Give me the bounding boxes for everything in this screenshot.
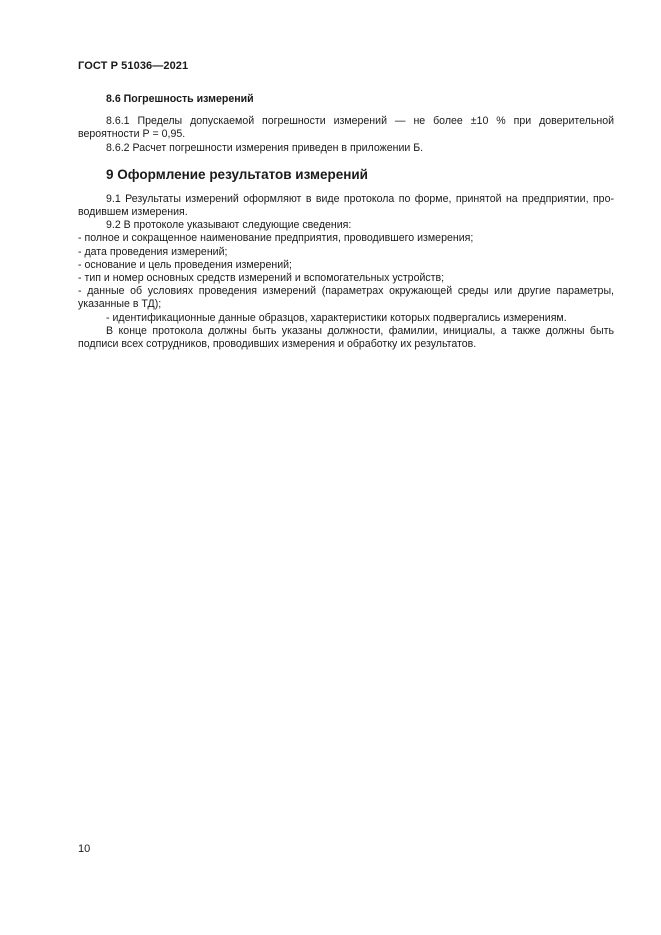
page-number: 10 — [78, 843, 91, 855]
list-item: - основание и цель проведения измерений; — [78, 258, 292, 271]
list-item: - идентификационные данные образцов, характеристики которых подвергались измерениям. — [106, 311, 567, 324]
paragraph-9-1: 9.1 Результаты измерений оформляют в виде протокола по форме, принятой на предприятии, про-водившем измерения. — [78, 192, 614, 219]
list-item: - данные об условиях проведения измерений (параметрах окружающей среды или другие параметры, указанные в ТД); — [78, 285, 614, 311]
list-item: - тип и номер основных средств измерений и вспомогательных устройств; — [78, 272, 445, 285]
section-8-6-heading: 8.6 Погрешность измерений — [106, 93, 254, 105]
paragraph-9-2: 9.2 В протоколе указывают следующие сведения: — [106, 219, 352, 232]
paragraph-9-closing: В конце протокола должны быть указаны должности, фамилии, инициалы, а также должны быть подписи всех сотрудников, проводивших измерения и обработку их результатов. — [78, 324, 614, 351]
document-code-header: ГОСТ Р 51036—2021 — [78, 60, 189, 72]
section-9-heading: 9 Оформление результатов измерений — [106, 166, 368, 182]
paragraph-8-6-1-line2: вероятности Р = 0,95. — [78, 128, 186, 141]
list-item: - дата проведения измерений; — [78, 245, 228, 258]
page-content — [78, 93, 614, 351]
list-item: - полное и сокращенное наименование предприятия, проводившего измерения; — [78, 232, 474, 245]
paragraph-8-6-1-line1: 8.6.1 Пределы допускаемой погрешности измерений — не более ±10 % при доверительной — [106, 115, 614, 128]
paragraph-8-6-2: 8.6.2 Расчет погрешности измерения приведен в приложении Б. — [106, 141, 424, 154]
